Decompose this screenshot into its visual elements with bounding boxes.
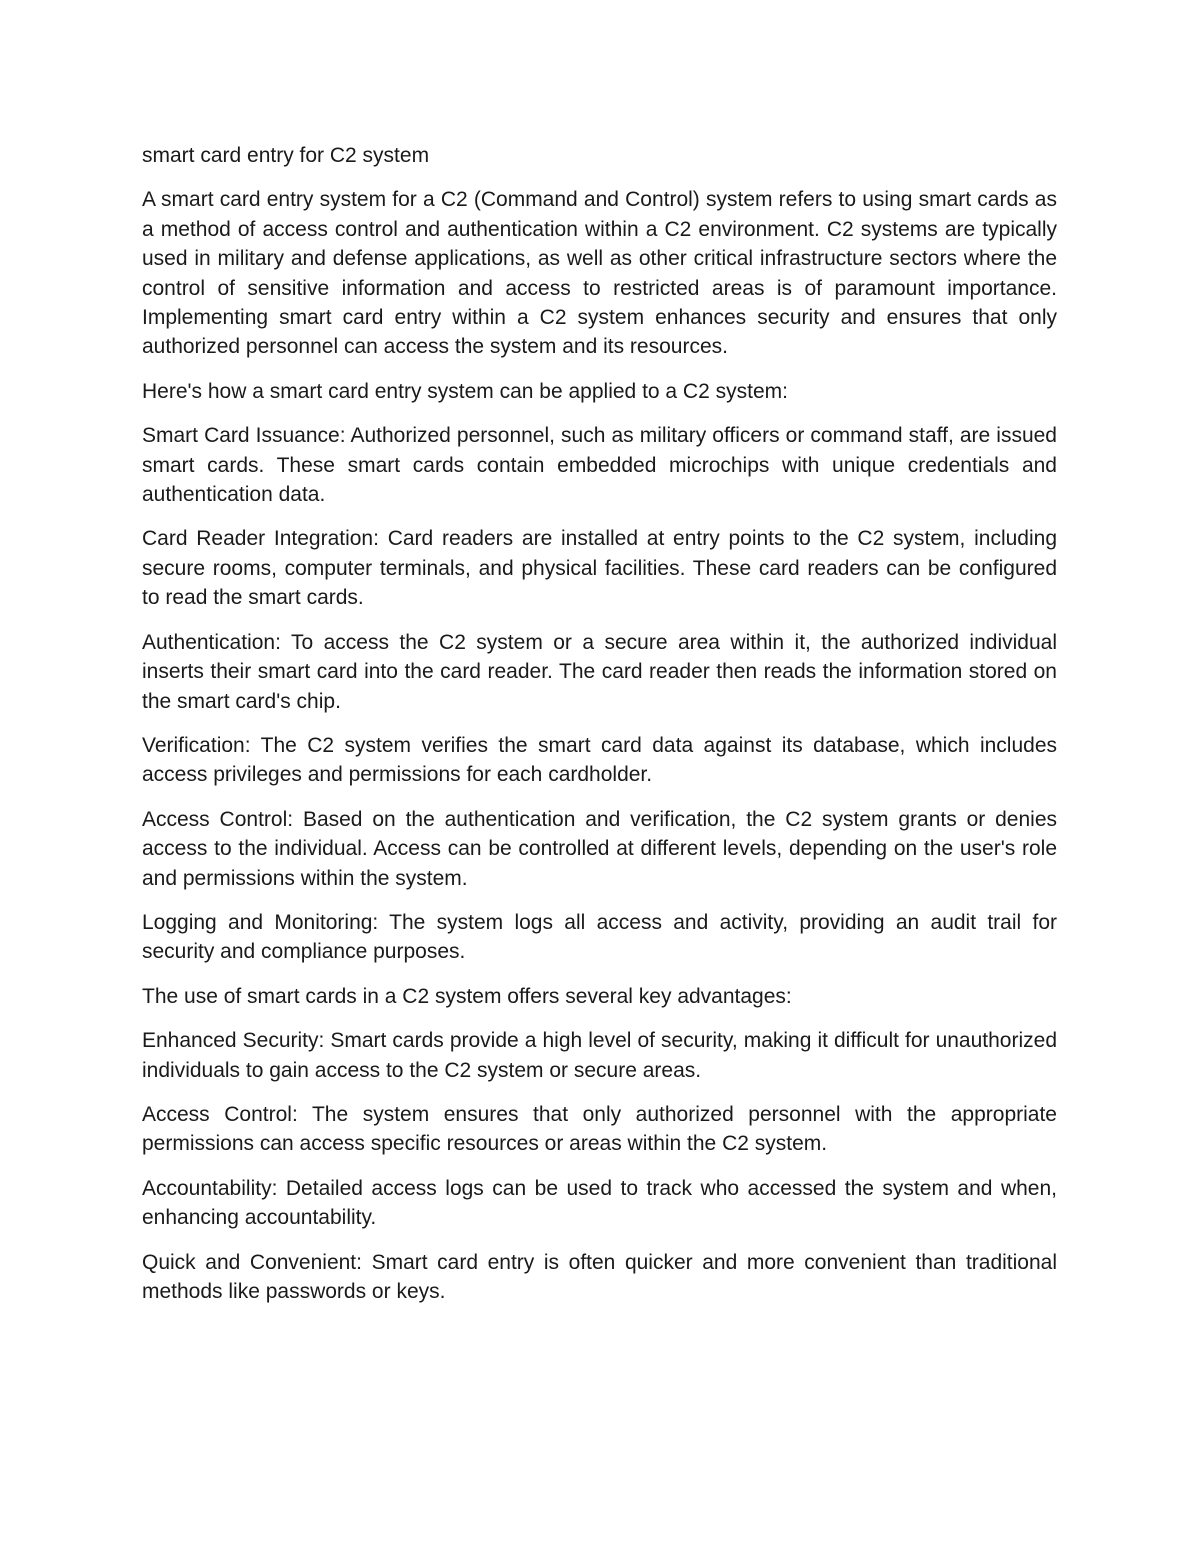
paragraph-accountability: Accountability: Detailed access logs can be used to track who accessed the system and when, enhancing accountability. bbox=[142, 1176, 1057, 1230]
paragraph-logging-monitoring: Logging and Monitoring: The system logs all access and activity, providing an audit trail for security and compliance purposes. bbox=[142, 910, 1057, 964]
paragraph-card-reader-integration: Card Reader Integration: Card readers are installed at entry points to the C2 system, including secure rooms, computer terminals, and physical facilities. These card readers can be configured to read the smart cards. bbox=[142, 527, 1057, 610]
paragraph-advantages-intro: The use of smart cards in a C2 system offers several key advantages: bbox=[142, 984, 792, 1008]
paragraph-authentication: Authentication: To access the C2 system or a secure area within it, the authorized individual inserts their smart card into the card reader. The card reader then reads the information stored on the smart card's chip. bbox=[142, 630, 1057, 713]
paragraph-intro: A smart card entry system for a C2 (Command and Control) system refers to using smart cards as a method of access control and authentication within a C2 environment. C2 systems are typically used in military and defense applications, as well as other critical infrastructure sectors where the control of sensitive information and access to restricted areas is of paramount importance. Implementing smart card entry within a C2 system enhances security and ensures that only authorized personnel can access the system and its resources. bbox=[142, 188, 1057, 359]
paragraph-access-control-step: Access Control: Based on the authentication and verification, the C2 system grants or denies access to the individual. Access can be controlled at different levels, depending on the user's role and permissions within the system. bbox=[142, 807, 1057, 890]
paragraph-quick-convenient: Quick and Convenient: Smart card entry is often quicker and more convenient than traditional methods like passwords or keys. bbox=[142, 1250, 1057, 1303]
paragraph-verification: Verification: The C2 system verifies the smart card data against its database, which includes access privileges and permissions for each cardholder. bbox=[142, 733, 1057, 787]
paragraph-card-issuance: Smart Card Issuance: Authorized personnel, such as military officers or command staff, are issued smart cards. These smart cards contain embedded microchips with unique credentials and authentication data. bbox=[142, 424, 1057, 507]
paragraph-access-control-advantage: Access Control: The system ensures that only authorized personnel with the appropriate permissions can access specific resources or areas within the C2 system. bbox=[142, 1102, 1057, 1156]
document-title: smart card entry for C2 system bbox=[142, 144, 430, 167]
paragraph-how-applied: Here's how a smart card entry system can be applied to a C2 system: bbox=[142, 379, 788, 403]
paragraph-enhanced-security: Enhanced Security: Smart cards provide a high level of security, making it difficult for unauthorized individuals to gain access to the C2 system or secure areas. bbox=[142, 1029, 1057, 1082]
document-body bbox=[142, 141, 1057, 1321]
